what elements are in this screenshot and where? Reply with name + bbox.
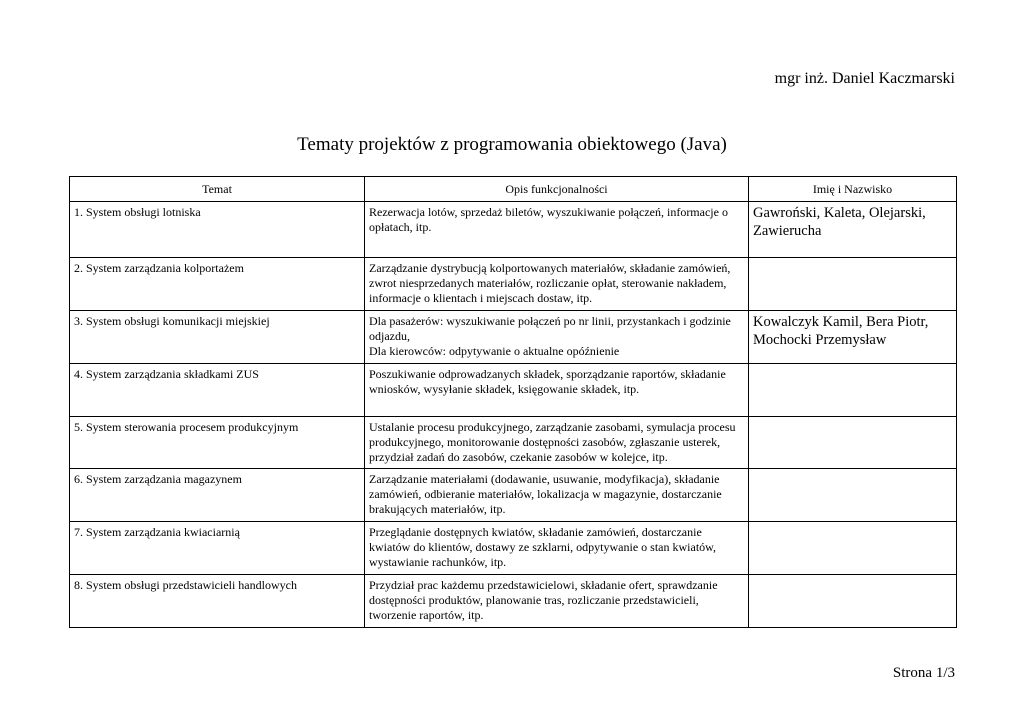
names-cell (749, 417, 957, 469)
description-cell: Przeglądanie dostępnych kwiatów, składanie zamówień, dostarczanie kwiatów do klientów, dostawy ze szklarni, odpytywanie o stan kwiatów, wystawianie rachunków, itp. (365, 522, 749, 575)
names-cell (749, 364, 957, 417)
topic-cell: 5. System sterowania procesem produkcyjnym (70, 417, 365, 469)
description-cell: Poszukiwanie odprowadzanych składek, sporządzanie raportów, składanie wniosków, wysyłanie składek, księgowanie składek, itp. (365, 364, 749, 417)
table-row (70, 417, 957, 469)
topic-cell: 4. System zarządzania składkami ZUS (70, 364, 365, 417)
column-header-description: Opis funkcjonalności (365, 177, 749, 202)
topic-cell: 8. System obsługi przedstawicieli handlowych (70, 575, 365, 628)
description-cell: Rezerwacja lotów, sprzedaż biletów, wyszukiwanie połączeń, informacje o opłatach, itp. (365, 202, 749, 258)
table-row (70, 202, 957, 258)
description-line: Dla kierowców: odpytywanie o aktualne opóźnienie (369, 344, 620, 358)
description-cell: Zarządzanie dystrybucją kolportowanych materiałów, składanie zamówień, zwrot niesprzedanych materiałów, rozliczanie opłat, sterowanie nakładem, informacje o klientach i miejscach dostaw, itp. (365, 258, 749, 311)
description-cell: Przydział prac każdemu przedstawicielowi, składanie ofert, sprawdzanie dostępności produktów, planowanie tras, rozliczanie przedstawicieli, tworzenie raportów, itp. (365, 575, 749, 628)
description-cell: Ustalanie procesu produkcyjnego, zarządzanie zasobami, symulacja procesu produkcyjnego, monitorowanie dostępności zasobów, zgłaszanie usterek, przydział zadań do zasobów, czekanie zasobów w kolejce, itp. (365, 417, 749, 469)
topic-cell: 3. System obsługi komunikacji miejskiej (70, 311, 365, 364)
topic-cell: 2. System zarządzania kolportażem (70, 258, 365, 311)
table-row (70, 469, 957, 522)
names-cell (749, 258, 957, 311)
topics-table (69, 176, 957, 628)
names-cell: Kowalczyk Kamil, Bera Piotr, Mochocki Przemysław (749, 311, 957, 364)
page-number: Strona 1/3 (892, 665, 955, 681)
topic-cell: 6. System zarządzania magazynem (70, 469, 365, 522)
description-line: Dla pasażerów: wyszukiwanie połączeń po nr linii, przystankach i godzinie odjazdu, (369, 314, 731, 343)
table-row (70, 311, 957, 364)
table-header-row (70, 177, 957, 202)
topic-cell: 1. System obsługi lotniska (70, 202, 365, 258)
table-row (70, 258, 957, 311)
description-cell (365, 311, 749, 364)
column-header-names: Imię i Nazwisko (749, 177, 957, 202)
table-row (70, 522, 957, 575)
description-cell: Zarządzanie materiałami (dodawanie, usuwanie, modyfikacja), składanie zamówień, odbieranie materiałów, lokalizacja w magazynie, dostarczanie brakujących materiałów, itp. (365, 469, 749, 522)
page-title: Tematy projektów z programowania obiektowego (Java) (297, 134, 727, 155)
names-cell (749, 469, 957, 522)
author-name: mgr inż. Daniel Kaczmarski (774, 70, 955, 87)
topic-cell: 7. System zarządzania kwiaciarnią (70, 522, 365, 575)
table-row (70, 364, 957, 417)
table-row (70, 575, 957, 628)
column-header-topic: Temat (70, 177, 365, 202)
names-cell (749, 575, 957, 628)
names-cell: Gawroński, Kaleta, Olejarski, Zawierucha (749, 202, 957, 258)
names-cell (749, 522, 957, 575)
